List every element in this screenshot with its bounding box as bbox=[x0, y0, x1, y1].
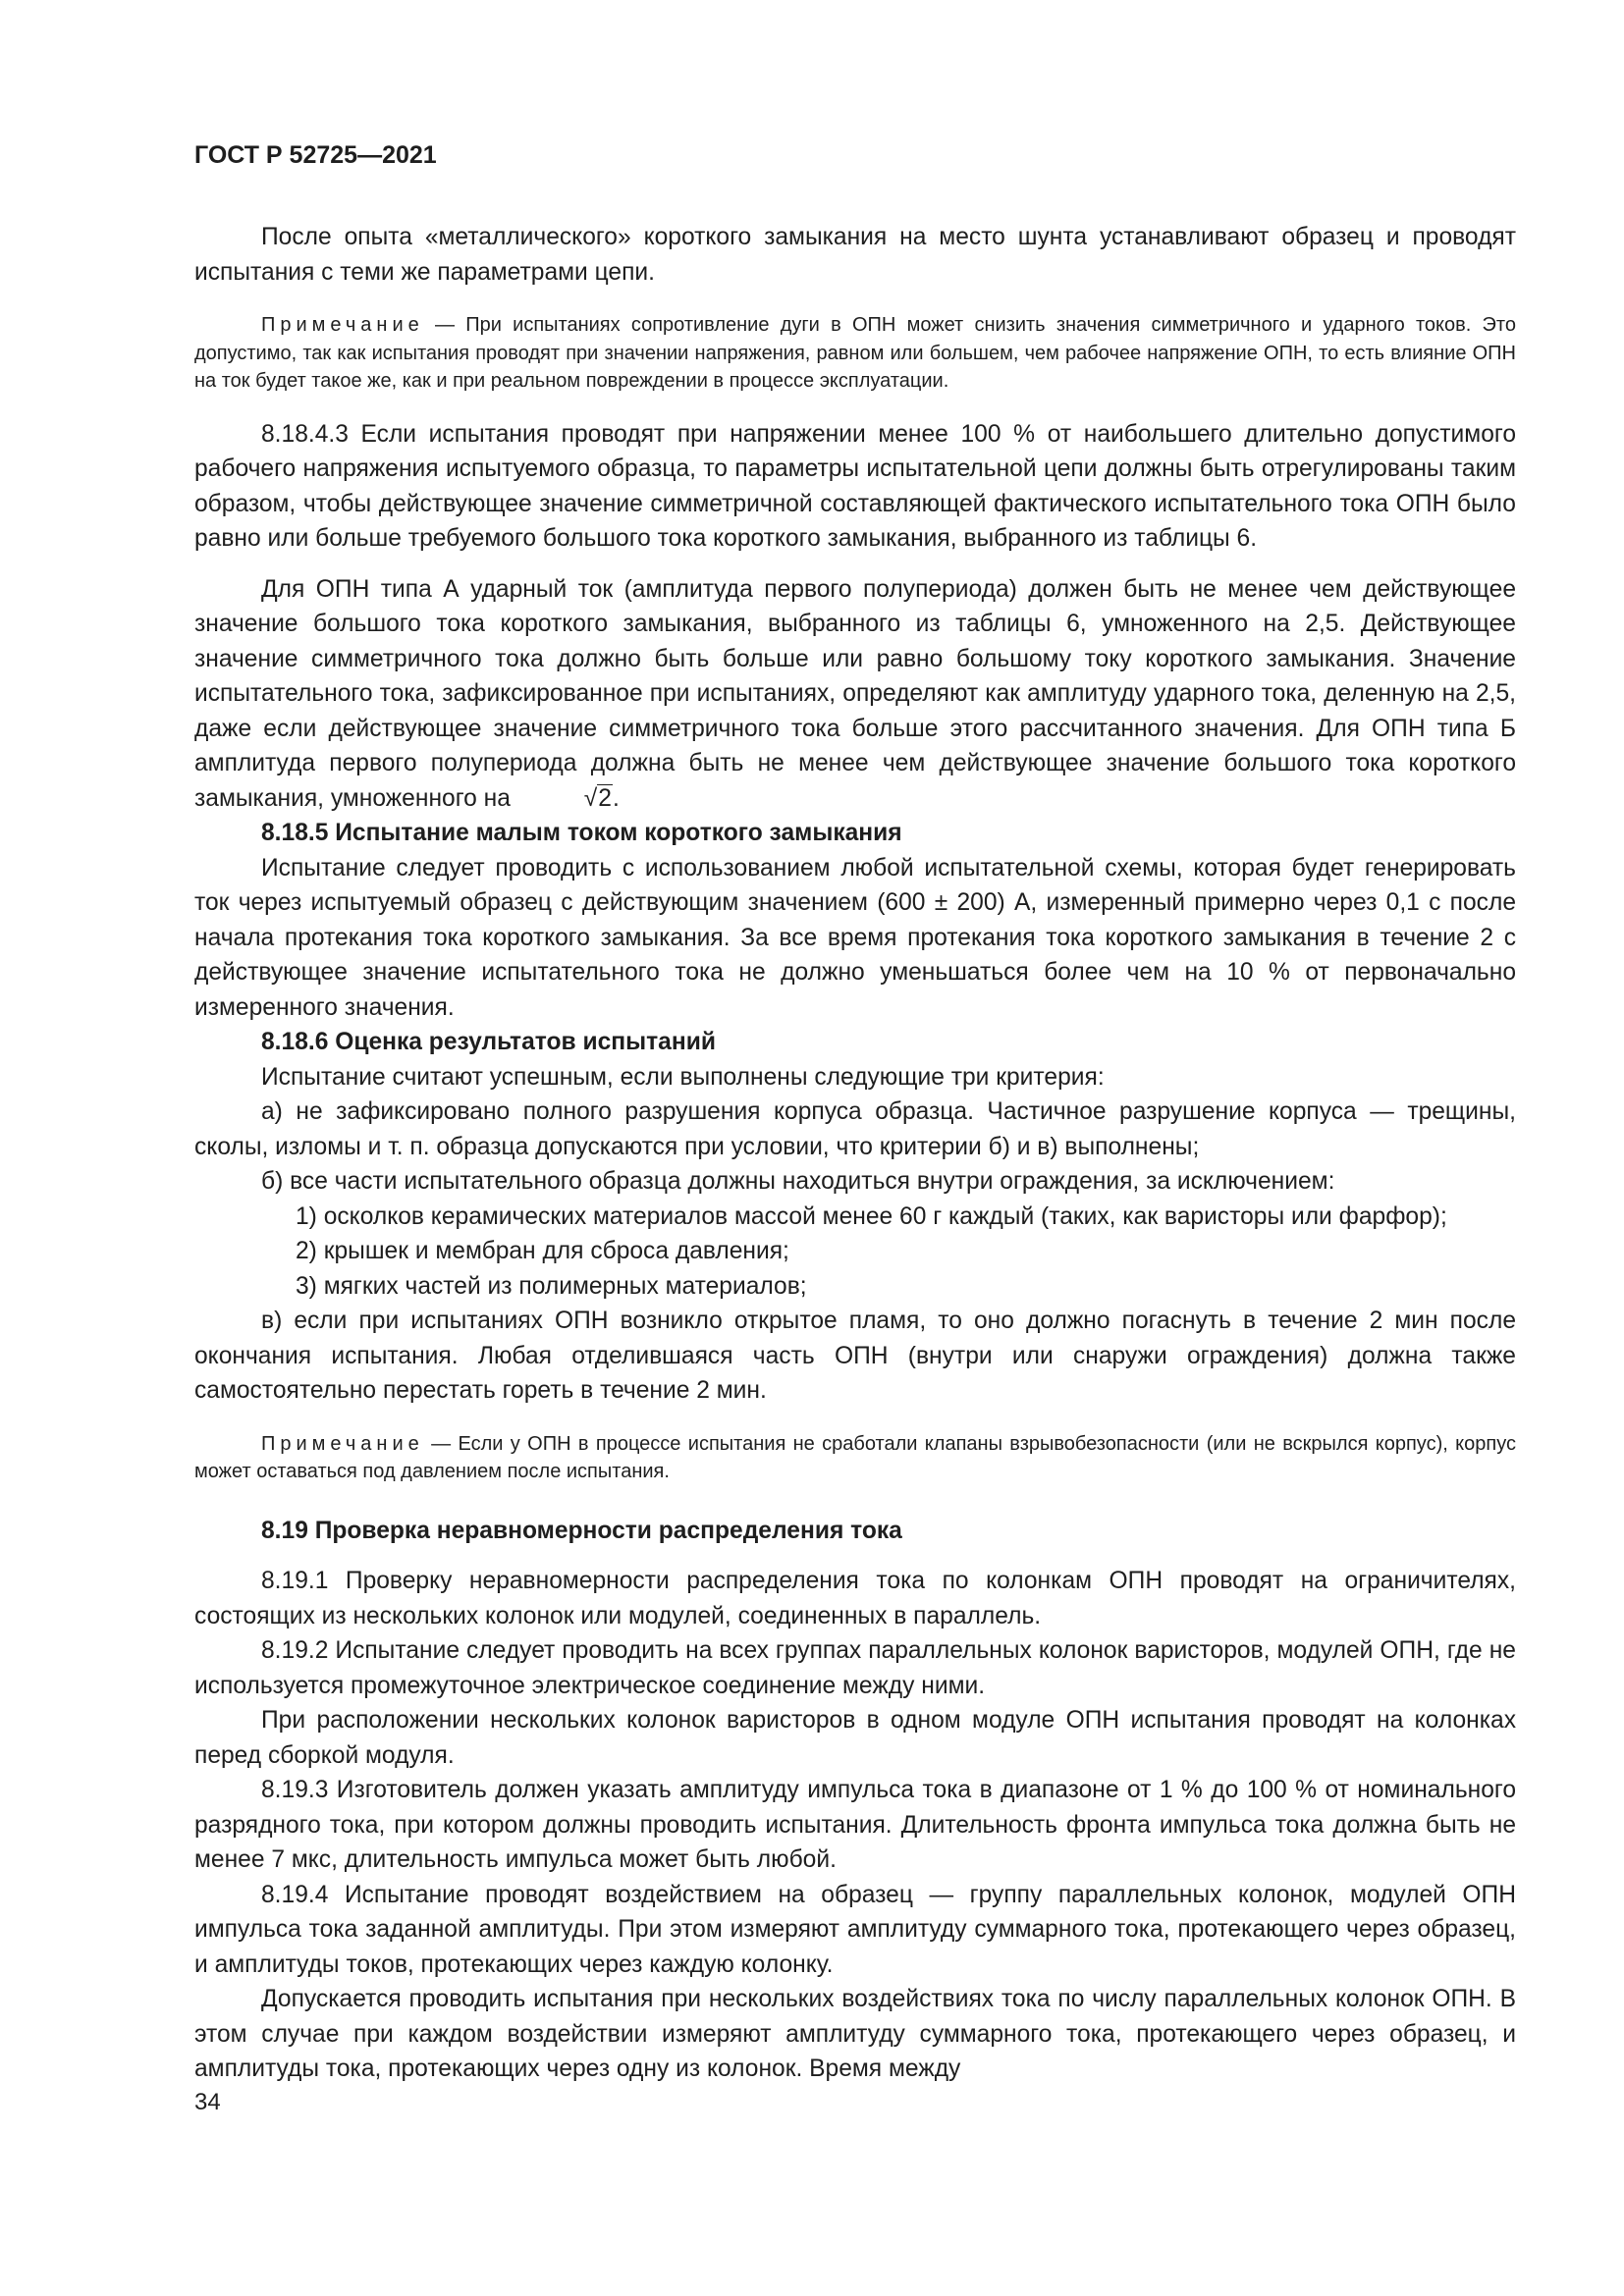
paragraph: 8.19.2 Испытание следует проводить на всех группах параллельных колонок варисторов, модулей ОПН, где не используется промежуточное электрическое соединение между ними. bbox=[194, 1637, 1516, 1699]
note-label: Примечание bbox=[261, 1432, 424, 1455]
page-number: 34 bbox=[194, 2089, 221, 2115]
paragraph: 8.19.1 Проверку неравномерности распределения тока по колонкам ОПН проводят на ограничителях, состоящих из нескольких колонок или модулей, соединенных в параллель. bbox=[194, 1568, 1516, 1629]
list-item: 3) мягких частей из полимерных материалов; bbox=[296, 1272, 807, 1300]
note bbox=[194, 1430, 1516, 1486]
sqrt-value: 2 bbox=[598, 784, 612, 812]
paragraph: Допускается проводить испытания при нескольких воздействиях тока по числу параллельных колонок ОПН. В этом случае при каждом воздействии измеряют амплитуду суммарного тока, протекающего через образец, и амплитуды тока, протекающих через одну из колонок. Время между bbox=[194, 1986, 1516, 2082]
document-page bbox=[194, 137, 1516, 2087]
paragraph bbox=[194, 572, 1516, 817]
paragraph: 8.19.4 Испытание проводят воздействием на образец — группу параллельных колонок, модулей ОПН импульса тока заданной амплитуды. При этом измеряют амплитуду суммарного тока, протекающего через образец, и амплитуды токов, протекающих через каждую колонку. bbox=[194, 1881, 1516, 1978]
section-heading: 8.18.6 Оценка результатов испытаний bbox=[261, 1029, 716, 1055]
paragraph: 8.19.3 Изготовитель должен указать амплитуду импульса тока в диапазоне от 1 % до 100 % от номинального разрядного тока, при котором должны проводить испытания. Длительность фронта импульса тока должна быть не менее 7 мкс, длительность импульса может быть любой. bbox=[194, 1777, 1516, 1873]
paragraph: Испытание следует проводить с использованием любой испытательной схемы, которая будет генерировать ток через испытуемый образец с действующим значением (600 ± 200) А, измеренный примерно через 0,1 с после начала протекания тока короткого замыкания. За все время протекания тока короткого замыкания в течение 2 с действующее значение испытательного тока не должно уменьшаться более чем на 10 % от первоначально измеренного значения. bbox=[194, 854, 1516, 1021]
section-heading: 8.18.5 Испытание малым током короткого замыкания bbox=[261, 820, 902, 846]
note bbox=[194, 311, 1516, 396]
paragraph: Испытание считают успешным, если выполнены следующие три критерия: bbox=[261, 1063, 1105, 1091]
section-heading: 8.19 Проверка неравномерности распределения тока bbox=[261, 1517, 902, 1544]
document-header: ГОСТ Р 52725—2021 bbox=[194, 141, 437, 169]
list-item: 2) крышек и мембран для сброса давления; bbox=[296, 1238, 789, 1264]
paragraph: После опыта «металлического» короткого замыкания на место шунта устанавливают образец и проводят испытания с теми же параметрами цепи. bbox=[194, 224, 1516, 286]
list-item: а) не зафиксировано полного разрушения корпуса образца. Частичное разрушение корпуса — трещины, сколы, изломы и т. п. образца допускаются при условии, что критерии б) и в) выполнены; bbox=[194, 1098, 1516, 1160]
list-item: в) если при испытаниях ОПН возникло открытое пламя, то оно должно погаснуть в течение 2 мин после окончания испытания. Любая отделившаяся часть ОПН (внутри или снаружи ограждения) должна также самостоятельно перестать гореть в течение 2 мин. bbox=[194, 1308, 1516, 1404]
note-label: Примечание bbox=[261, 314, 424, 336]
paragraph: 8.18.4.3 Если испытания проводят при напряжении менее 100 % от наибольшего длительно допустимого рабочего напряжения испытуемого образца, то параметры испытательной цепи должны быть отрегулированы таким образом, чтобы действующее значение симметричной составляющей фактического испытательного тока ОПН было равно или больше требуемого большого тока короткого замыкания, выбранного из таблицы 6. bbox=[194, 420, 1516, 552]
paragraph-text: Для ОПН типа А ударный ток (амплитуда первого полупериода) должен быть не менее чем действующее значение большого тока короткого замыкания, выбранного из таблицы 6, умноженного на 2,5. Действующее значение симметричного тока должно быть больше или равно большому току короткого замыкания. Значение испытательного тока, зафиксированное при испытаниях, определяют как амплитуду ударного тока, деленную на 2,5, даже если действующее значение симметричного тока больше этого рассчитанного значения. Для ОПН типа Б амплитуда первого полупериода должна быть не менее чем действующее значение большого тока короткого замыкания, умноженного на bbox=[194, 575, 1516, 812]
paragraph-end: . bbox=[612, 784, 620, 812]
sqrt-sign: √ bbox=[583, 784, 598, 812]
list-item: б) все части испытательного образца должны находиться внутри ограждения, за исключением: bbox=[261, 1168, 1335, 1195]
paragraph: При расположении нескольких колонок варисторов в одном модуле ОПН испытания проводят на колонках перед сборкой модуля. bbox=[194, 1707, 1516, 1769]
list-item: 1) осколков керамических материалов массой менее 60 г каждый (таких, как варисторы или фарфор); bbox=[296, 1202, 1447, 1230]
note-text: — При испытаниях сопротивление дуги в ОПН может снизить значения симметричного и ударного токов. Это допустимо, так как испытания проводят при значении напряжения, равном или большем, чем рабочее напряжение ОПН, то есть влияние ОПН на ток будет такое же, как и при реальном повреждении в процессе эксплуатации. bbox=[194, 314, 1516, 392]
note-text: — Если у ОПН в процессе испытания не сработали клапаны взрывобезопасности (или не вскрылся корпус), корпус может оставаться под давлением после испытания. bbox=[194, 1432, 1516, 1482]
sqrt-expression bbox=[517, 781, 613, 817]
